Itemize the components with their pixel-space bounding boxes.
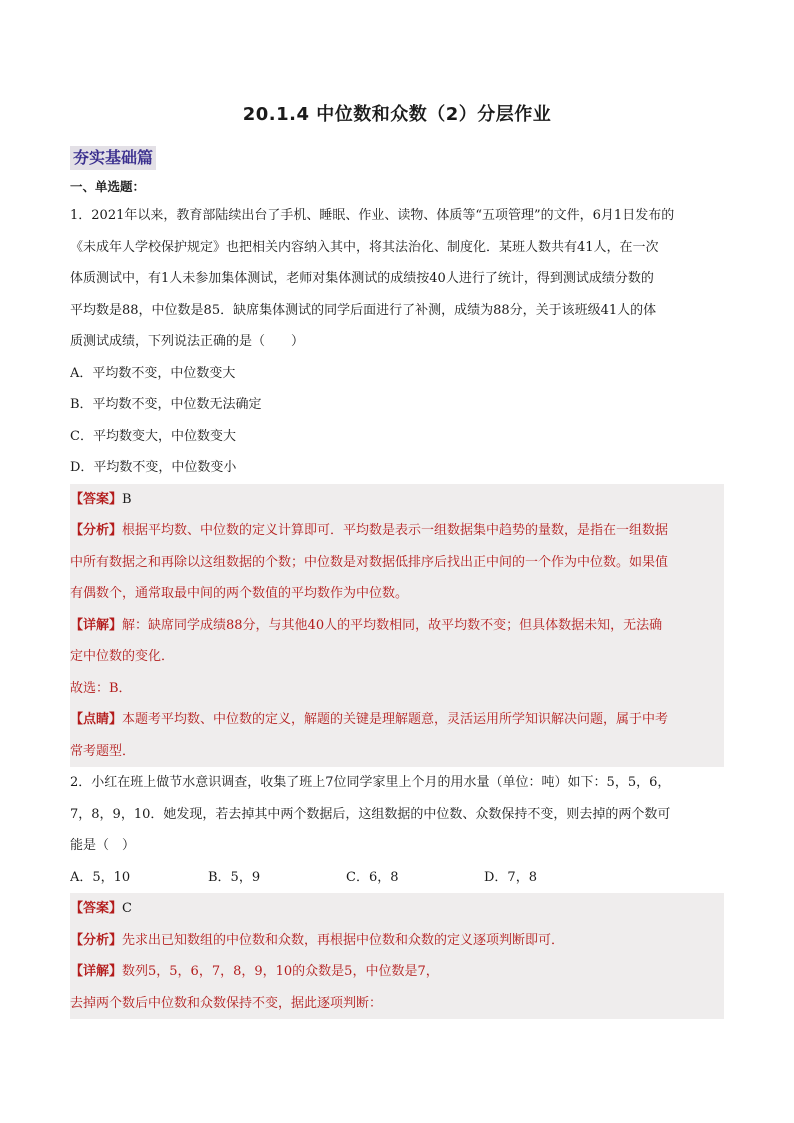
question-2 [70,767,724,893]
detail-text: 解：缺席同学成绩88分，与其他40人的平均数相同，故平均数不变；但具体数据未知，无法确 [122,617,663,633]
question-2-solution [70,893,724,1019]
question-1-line: 体质测试中，有1人未参加集体测试，老师对集体测试的成绩按40人进行了统计，得到测试成绩分数的 [70,271,654,286]
answer-line [70,893,724,925]
analysis-line [70,515,724,547]
question-1 [70,200,724,484]
question-2-line: 2．小红在班上做节水意识调查，收集了班上7位同学家里上个月的用水量（单位：吨）如下：5，5，6， [70,775,671,790]
analysis-line [70,925,724,957]
answer-line [70,484,724,516]
analysis-line: 中所有数据之和再除以这组数据的个数；中位数是对数据低排序后找出正中间的一个作为中位数。如果值 [70,554,669,570]
question-2-options [70,862,724,894]
option-b: B．5，9 [208,869,261,885]
detail-tag: 【详解】 [70,617,123,633]
comment-line: 常考题型． [70,743,136,759]
question-type-heading: 一、单选题： [70,179,146,194]
question-1-line: 《未成年人学校保护规定》也把相关内容纳入其中，将其法治化、制度化．某班人数共有41人，在一次 [70,239,659,255]
question-1-line: 1．2021年以来，教育部陆续出台了手机、睡眠、作业、读物、体质等“五项管理”的文件，6月1日发布的 [70,208,675,223]
choose-line: 故选：B． [70,680,132,696]
content [70,174,724,1019]
section-heading: 夯实基础篇 [70,146,156,170]
answer-value: B [122,491,132,507]
analysis-text: 先求出已知数组的中位数和众数，再根据中位数和众数的定义逐项判断即可． [122,932,565,948]
option-a: A．5，10 [70,869,131,885]
detail-line [70,956,724,988]
detail-line [70,610,724,642]
question-1-line: 平均数是88，中位数是85．缺席集体测试的同学后面进行了补测，成绩为88分，关于该班级41人的体 [70,302,657,318]
detail-tag: 【详解】 [70,964,123,979]
option-a: A．平均数不变，中位数变大 [70,365,236,381]
analysis-text: 根据平均数、中位数的定义计算即可．平均数是表示一组数据集中趋势的量数，是指在一组数据 [122,523,669,538]
question-2-line: 能是（ ） [70,838,136,853]
detail-text: 数列5，5，6，7，8，9，10的众数是5，中位数是7， [122,964,439,979]
detail-line: 去掉两个数后中位数和众数保持不变，据此逐项判断： [70,995,383,1011]
comment-tag: 【点睛】 [70,712,123,727]
option-d: D．7，8 [484,869,537,885]
analysis-line: 有偶数个，通常取最中间的两个数值的平均数作为中位数。 [70,586,409,601]
option-c: C．平均数变大，中位数变大 [70,428,236,444]
answer-tag: 【答案】 [70,901,123,916]
answer-tag: 【答案】 [70,491,123,507]
comment-text: 本题考平均数、中位数的定义，解题的关键是理解题意，灵活运用所学知识解决问题，属于中考 [122,712,669,727]
answer-value: C [122,901,132,916]
page-title: 20.1.4 中位数和众数（2）分层作业 [242,104,552,125]
detail-line: 定中位数的变化． [70,649,175,664]
option-d: D．平均数不变，中位数变小 [70,460,237,475]
analysis-tag: 【分析】 [70,523,123,538]
option-b: B．平均数不变，中位数无法确定 [70,397,262,412]
option-c: C．6，8 [346,869,399,885]
question-1-solution [70,484,724,768]
question-1-line: 质测试成绩，下列说法正确的是（ ） [70,334,305,349]
question-2-line: 7，8，9，10．她发现，若去掉其中两个数据后，这组数据的中位数、众数保持不变，则去掉的两个数可 [70,806,671,822]
comment-line [70,704,724,736]
analysis-tag: 【分析】 [70,932,123,948]
